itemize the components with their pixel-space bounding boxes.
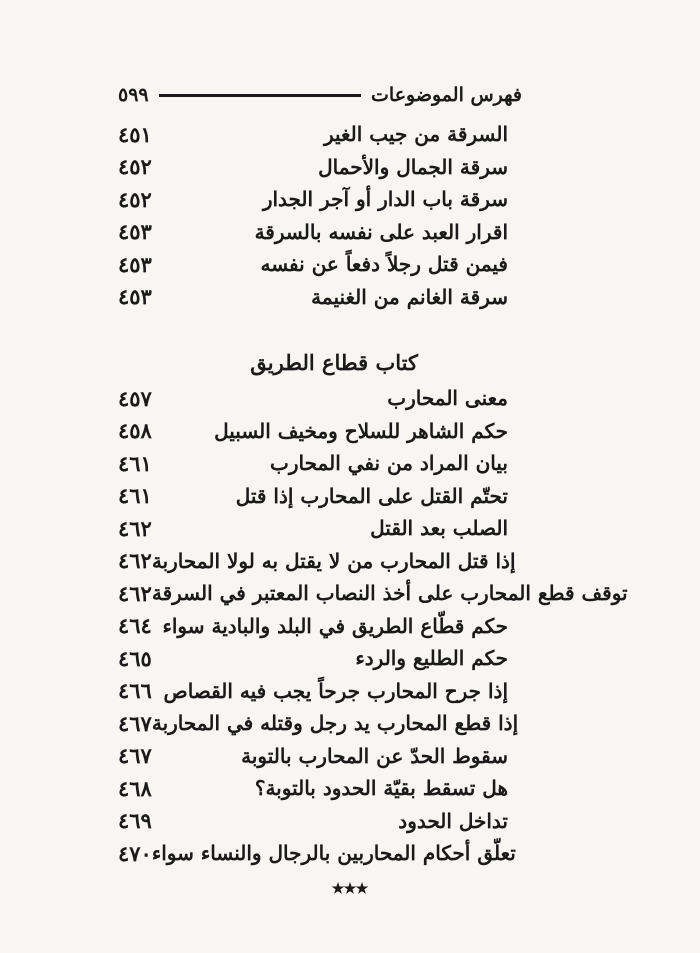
toc-entry-title: بيان المراد من نفي المحارب (270, 451, 508, 476)
toc-entry-title: إذا جرح المحارب جرحاً يجب فيه القصاص (163, 678, 508, 703)
footer-ornament: ٭٭٭ (332, 875, 368, 901)
toc-entry-title: فيمن قتل رجلاً دفعاً عن نفسه (260, 252, 508, 277)
toc-entry (118, 545, 516, 578)
toc-entry (118, 610, 508, 643)
toc-page-number: ٤٦٧ (118, 743, 152, 769)
toc-page-number: ٤٦٢ (118, 548, 152, 574)
toc-entry-title: توقف قطع المحارب على أخذ النصاب المعتبر في السرقة (151, 581, 628, 606)
toc-entry (118, 577, 628, 610)
page-header (118, 80, 522, 110)
header-title: فهرس الموضوعات (371, 84, 522, 106)
toc-entry-title: تعلّق أحكام المحاربين بالرجال والنساء سواء (151, 841, 516, 866)
toc-entry (118, 415, 508, 448)
toc-entry (118, 183, 508, 216)
toc-group-2 (118, 382, 628, 870)
toc-entry-title: حكم الشاهر للسلاح ومخيف السبيل (214, 418, 508, 443)
page-number: ٥٩٩ (118, 84, 149, 106)
toc-page-number: ٤٧٠ (118, 840, 152, 866)
toc-entry (118, 675, 508, 708)
toc-page-number: ٤٦٤ (118, 613, 152, 639)
toc-entry-title: إذا قطع المحارب يد رجل وقتله في المحاربة (151, 711, 519, 736)
toc-entry (118, 837, 516, 870)
toc-page-number: ٤٦١ (118, 483, 152, 509)
toc-page-number: ٤٦٢ (118, 515, 152, 541)
toc-entry (118, 805, 508, 838)
toc-entry (118, 382, 508, 415)
toc-page-number: ٤٦١ (118, 450, 152, 476)
toc-page-number: ٤٥٣ (118, 251, 152, 277)
toc-entry-title: إذا قتل المحارب من لا يقتل به لولا المحاربة (151, 548, 516, 573)
toc-entry (118, 512, 508, 545)
toc-entry-title: الصلب بعد القتل (370, 516, 508, 541)
toc-page-number: ٤٥٨ (118, 418, 152, 444)
toc-entry-title: معنى المحارب (387, 386, 508, 411)
toc-entry-title: هل تسقط بقيّة الحدود بالتوبة؟ (254, 776, 508, 801)
toc-entry (118, 642, 508, 675)
toc-entry-title: سرقة باب الدار أو آجر الجدار (262, 187, 508, 212)
toc-entry (118, 118, 508, 151)
toc-group-1 (118, 118, 508, 313)
toc-entry-title: اقرار العبد على نفسه بالسرقة (254, 219, 508, 244)
toc-page-number: ٤٦٦ (118, 678, 152, 704)
header-rule (159, 94, 361, 97)
toc-entry-title: السرقة من جيب الغير (323, 122, 508, 147)
toc-entry (118, 772, 508, 805)
toc-page-number: ٤٥١ (118, 121, 152, 147)
toc-page-number: ٤٥٣ (118, 219, 152, 245)
toc-entry (118, 151, 508, 184)
toc-entry-title: حكم الطليع والردء (355, 646, 508, 671)
toc-entry (118, 281, 508, 314)
toc-page-number: ٤٥٣ (118, 284, 152, 310)
toc-entry (118, 216, 508, 249)
toc-page-number: ٤٦٥ (118, 645, 152, 671)
toc-page-number: ٤٦٧ (118, 710, 152, 736)
toc-entry (118, 480, 508, 513)
toc-page-number: ٤٥٢ (118, 154, 152, 180)
toc-entry (118, 447, 508, 480)
toc-entry-title: سرقة الغانم من الغنيمة (311, 284, 508, 309)
toc-entry-title: تحتّم القتل على المحارب إذا قتل (235, 483, 508, 508)
toc-entry (118, 740, 508, 773)
toc-page-number: ٤٥٢ (118, 186, 152, 212)
section-title: كتاب قطاع الطريق (250, 350, 418, 375)
toc-page-number: ٤٦٩ (118, 808, 152, 834)
toc-entry (118, 707, 519, 740)
toc-entry-title: حكم قطّاع الطريق في البلد والبادية سواء (162, 613, 508, 638)
toc-entry-title: سقوط الحدّ عن المحارب بالتوبة (241, 743, 508, 768)
toc-entry-title: تداخل الحدود (398, 808, 508, 833)
toc-entry-title: سرقة الجمال والأحمال (318, 154, 508, 179)
toc-page-number: ٤٦٢ (118, 580, 152, 606)
toc-page-number: ٤٥٧ (118, 385, 152, 411)
toc-page-number: ٤٦٨ (118, 775, 152, 801)
toc-entry (118, 248, 508, 281)
